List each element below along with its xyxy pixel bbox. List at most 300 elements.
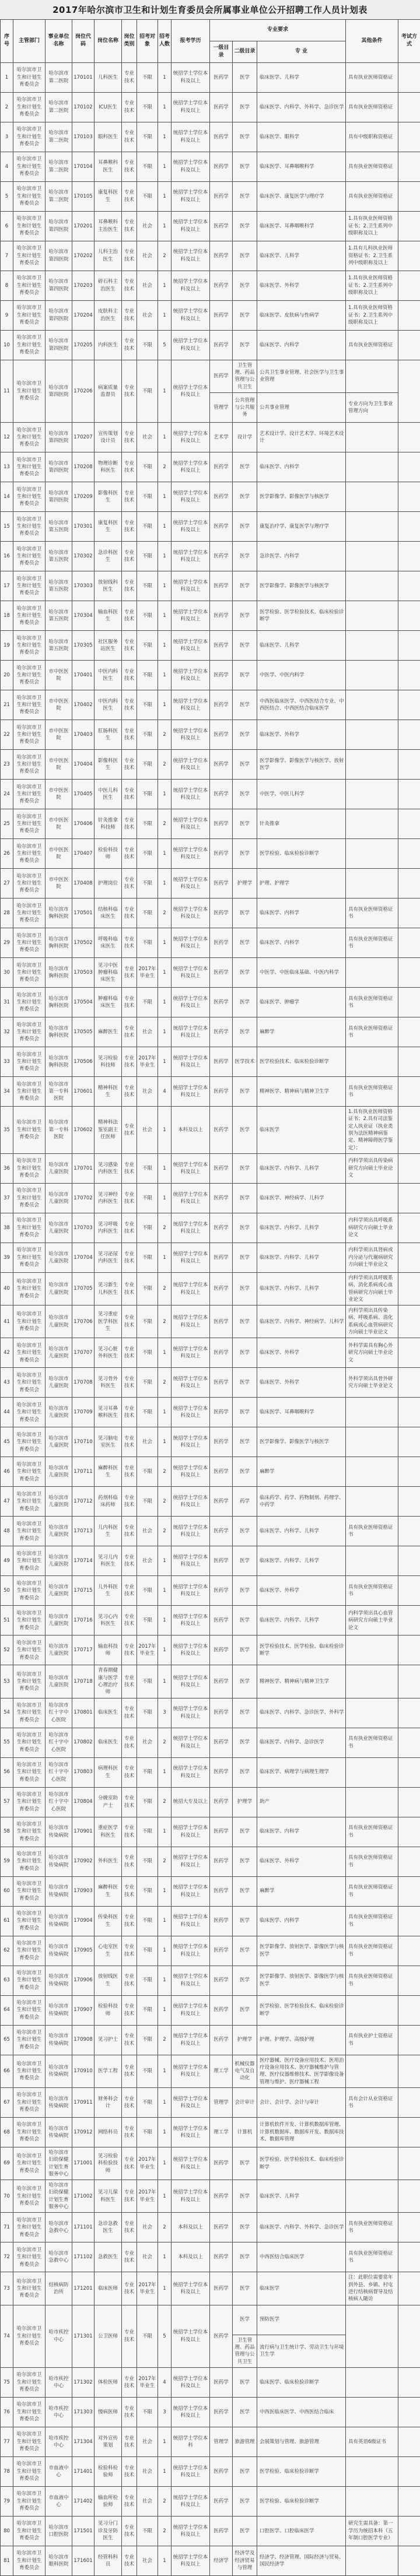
cell-target: 社会 [137, 2213, 158, 2242]
cell-l1: 医药学 [210, 2213, 233, 2242]
cell-l2: 医学 [233, 2242, 257, 2272]
cell-exam [398, 1728, 420, 1757]
cell-target: 不限 [137, 809, 158, 839]
table-row [1, 661, 420, 690]
cell-edu: 统招学士学位本科及以上 [172, 1243, 210, 1272]
cell-unit: 哈尔滨市传染病院 [46, 1966, 72, 1995]
cell-major: 临床医学、儿科学 [257, 62, 346, 92]
cell-other [346, 2180, 398, 2213]
cell-edu: 统招学士学位本科及以上 [172, 2486, 210, 2516]
cell-post: 中医内科医生 [94, 690, 122, 720]
cell-other: 具有执业医师资格证书 [346, 1728, 398, 1757]
cell-major: 中医学、中医内科学 [257, 661, 346, 690]
cell-major: 护理、护理学、高级护理 [257, 2025, 346, 2055]
cell-edu: 统招学士学位本科及以上 [172, 2305, 210, 2367]
cell-count: 1 [158, 1995, 172, 2025]
cell-l1: 医药学 [210, 1546, 233, 1576]
cell-target: 不限 [137, 899, 158, 928]
cell-dept: 哈尔滨市卫生和计划生育委员会 [13, 631, 46, 661]
cell-unit: 哈市疾控中心 [46, 2427, 72, 2456]
table-row [1, 958, 420, 988]
cell-no: 62 [1, 1936, 13, 1966]
cell-edu: 统招学士学位本科及以上 [172, 423, 210, 452]
cell-l1: 医药学 [210, 809, 233, 839]
cell-exam [398, 423, 420, 452]
cell-no: 65 [1, 2025, 13, 2055]
cell-no: 25 [1, 809, 13, 839]
cell-edu: 统招学士学位本科及以上 [172, 122, 210, 152]
cell-unit: 哈市疾控中心 [46, 2397, 72, 2427]
cell-code: 170910 [72, 2055, 94, 2087]
cell-category: 专业技术 [122, 1107, 137, 1154]
table-row [1, 571, 420, 601]
cell-unit: 市中医医院 [46, 750, 72, 780]
cell-target: 不限 [137, 542, 158, 571]
cell-edu: 统招学士学位本科及以上 [172, 928, 210, 958]
cell-l1: 医药学 [210, 1153, 233, 1183]
cell-category: 专业技术 [122, 152, 137, 181]
cell-l1: 医药学 [210, 1517, 233, 1546]
cell-other: 具有会计从业资格证书 [346, 2087, 398, 2117]
cell-category: 专业技术 [122, 1017, 137, 1047]
cell-unit: 哈尔滨市红十字中心医院 [46, 1757, 72, 1787]
cell-category: 专业技术 [122, 690, 137, 720]
cell-unit: 哈尔滨市儿童医院 [46, 1665, 72, 1698]
cell-count: 1 [158, 62, 172, 92]
cell-exam [398, 1906, 420, 1936]
cell-other: 专业方向为卫生事业管理方向 [346, 393, 398, 423]
cell-other [346, 1457, 398, 1487]
cell-other: 具有执业医师资格证 [346, 330, 398, 360]
cell-edu: 统招学士学位本科及以上 [172, 181, 210, 211]
cell-edu: 统招学士学位本科及以上 [172, 1757, 210, 1787]
cell-category: 专业技术 [122, 1517, 137, 1546]
cell-category: 专业技术 [122, 2516, 137, 2546]
cell-unit: 市中医医院 [46, 809, 72, 839]
cell-l2: 医学 [233, 601, 257, 631]
cell-l2: 医学 [233, 1546, 257, 1576]
table-row [1, 2213, 420, 2242]
cell-other: 具有执业医师资格证书 [346, 899, 398, 928]
cell-unit: 哈尔滨市胸科医院 [46, 958, 72, 988]
cell-unit: 哈尔滨市红十字中心医院 [46, 1728, 72, 1757]
cell-major: 临床医学 [257, 1107, 346, 1154]
cell-edu: 统招学士学位本科及以上 [172, 780, 210, 809]
cell-category: 专业技术 [122, 92, 137, 122]
cell-unit: 哈尔滨市口腔医院 [46, 2516, 72, 2546]
cell-major: 临床医学、皮肤病与性病学 [257, 300, 346, 330]
cell-other [346, 2367, 398, 2397]
table-row [1, 1546, 420, 1576]
cell-unit: 市中医医院 [46, 869, 72, 899]
cell-target: 社会 [137, 2427, 158, 2456]
cell-edu: 统招学士学位本科及以上 [172, 1457, 210, 1487]
cell-count: 1 [158, 1546, 172, 1576]
cell-other: 1.具有执业医师资格证书；2.卫生系列中级职称及以上 [346, 300, 398, 330]
cell-other [346, 360, 398, 392]
cell-category: 专业技术 [122, 661, 137, 690]
cell-major: 医学检验技术、临床检验诊断学 [257, 1047, 346, 1077]
cell-target: 社会 [137, 1517, 158, 1546]
cell-code: 170907 [72, 1995, 94, 2025]
cell-count: 1 [158, 2087, 172, 2117]
cell-post: 见习骨外科医生 [94, 1368, 122, 1398]
cell-l2: 医学 [233, 1576, 257, 1606]
cell-major: 临床医学、外科学 [257, 1338, 346, 1368]
cell-category: 专业技术 [122, 2546, 137, 2575]
cell-no: 35 [1, 1107, 13, 1154]
cell-target: 不限 [137, 1606, 158, 1636]
cell-l1: 医药学 [210, 92, 233, 122]
cell-exam [398, 958, 420, 988]
cell-no: 31 [1, 988, 13, 1017]
cell-edu: 统招学士学位本科及以上 [172, 2180, 210, 2213]
cell-target: 不限 [137, 1787, 158, 1817]
cell-major: 临床药学、药学、药物制剂、药理学、中药学 [257, 1487, 346, 1517]
cell-edu: 统招学士学位本科及以上 [172, 92, 210, 122]
cell-post: 护理岗位 [94, 869, 122, 899]
cell-target: 不限 [137, 1457, 158, 1487]
cell-no: 73 [1, 2272, 13, 2305]
cell-dept: 哈尔滨市卫生和计划生育委员会 [13, 1665, 46, 1698]
cell-no: 79 [1, 2486, 13, 2516]
cell-unit: 哈尔滨市传染病院 [46, 2055, 72, 2087]
cell-other [346, 1398, 398, 1427]
cell-exam [398, 92, 420, 122]
cell-major: 麻醉学 [257, 1017, 346, 1047]
cell-target: 不限 [137, 152, 158, 181]
cell-major: 医学检验、医学检验技术、临床检验诊断学 [257, 601, 346, 631]
table-row [1, 720, 420, 750]
cell-dept: 哈尔滨市卫生和计划生育委员会 [13, 2272, 46, 2305]
cell-l1: 医药学 [210, 1017, 233, 1047]
cell-major: 针灸推拿 [257, 809, 346, 839]
cell-other: 具有执业医师资格证 [346, 92, 398, 122]
cell-l2: 会计审计 [233, 2087, 257, 2117]
cell-major: 医疗器械、医疗设备应用技术、医用治疗设备应用技术、医疗器械维护与管理、医疗仪器维修技术、医学影像设备管理与维护、医疗器械工程 [257, 2055, 346, 2087]
cell-category: 专业技术 [122, 1698, 137, 1728]
cell-exam [398, 809, 420, 839]
cell-l2: 护理学 [233, 869, 257, 899]
cell-dept: 哈尔滨市卫生和计划生育委员会 [13, 1576, 46, 1606]
cell-no: 61 [1, 1906, 13, 1936]
cell-major: 临床医学、耳鼻咽喉科学 [257, 1398, 346, 1427]
cell-edu: 统招学士学位本科及以上 [172, 899, 210, 928]
cell-l2: 医学 [233, 482, 257, 512]
cell-other [346, 1183, 398, 1213]
cell-exam [398, 2117, 420, 2147]
cell-l1: 医药学 [210, 1698, 233, 1728]
cell-count: 3 [158, 2397, 172, 2427]
cell-other: 具有英语6级证书 [346, 2427, 398, 2456]
cell-category: 专业技术 [122, 2305, 137, 2367]
cell-l1: 医药学 [210, 1995, 233, 2025]
cell-dept: 哈尔滨市卫生和计划生育委员会 [13, 2427, 46, 2456]
cell-target: 社会 [137, 2456, 158, 2486]
cell-l1: 医药学 [210, 512, 233, 542]
cell-unit: 哈尔滨市第五医院 [46, 512, 72, 542]
cell-count: 1 [158, 300, 172, 330]
table-row [1, 631, 420, 661]
cell-post: 社区服务站医生 [94, 631, 122, 661]
table-row [1, 181, 420, 211]
cell-dept: 哈尔滨市卫生和计划生育委员会 [13, 2213, 46, 2242]
cell-post: 传染科医生 [94, 1906, 122, 1936]
cell-l2: 卫生管理、药品管理与公共卫生 [233, 360, 257, 392]
cell-edu: 统招学士学位本科及以上 [172, 2397, 210, 2427]
cell-target: 不限 [137, 1966, 158, 1995]
cell-no: 36 [1, 1153, 13, 1183]
cell-no: 41 [1, 1305, 13, 1338]
cell-category: 专业技术 [122, 1213, 137, 1243]
cell-edu: 统招学士学位本科及以上 [172, 1876, 210, 1906]
table-row [1, 2242, 420, 2272]
cell-dept: 哈尔滨市卫生和计划生育委员会 [13, 1636, 46, 1665]
cell-unit: 哈尔滨市第五医院 [46, 542, 72, 571]
table-row [1, 1183, 420, 1213]
cell-post: 碎石科主治医生 [94, 271, 122, 300]
cell-l1: 医药学 [210, 1728, 233, 1757]
cell-l2: 医学 [233, 1876, 257, 1906]
cell-major: 临床医学、外科学 [257, 720, 346, 750]
cell-no: 20 [1, 661, 13, 690]
cell-l2: 医学 [233, 211, 257, 241]
cell-l1: 医药学 [210, 271, 233, 300]
table-row [1, 1398, 420, 1427]
cell-unit: 哈尔滨市儿童医院 [46, 1636, 72, 1665]
cell-l1: 管理学 [210, 393, 233, 423]
cell-no: 55 [1, 1728, 13, 1757]
cell-major: 临床医学、内科学 [257, 1817, 346, 1847]
cell-count: 1 [158, 542, 172, 571]
cell-exam [398, 2147, 420, 2180]
cell-no: 9 [1, 300, 13, 330]
cell-count: 2 [158, 1272, 172, 1305]
cell-target: 不限 [137, 601, 158, 631]
cell-target: 不限 [137, 750, 158, 780]
cell-no: 78 [1, 2456, 13, 2486]
table-row [1, 512, 420, 542]
table-row [1, 2055, 420, 2087]
cell-code: 170505 [72, 1017, 94, 1047]
cell-no: 68 [1, 2117, 13, 2147]
cell-code: 170501 [72, 899, 94, 928]
cell-major: 中医学、中医临床基础、中医内科学 [257, 958, 346, 988]
cell-no: 58 [1, 1817, 13, 1847]
cell-post: 见习脑电室医生 [94, 1427, 122, 1457]
cell-l1: 医药学 [210, 1787, 233, 1817]
cell-category: 专业技术 [122, 62, 137, 92]
cell-count: 1 [158, 601, 172, 631]
cell-no: 21 [1, 690, 13, 720]
cell-dept: 哈尔滨市卫生和计划生育委员会 [13, 211, 46, 241]
cell-edu: 统招学士学位本科及以上 [172, 2025, 210, 2055]
cell-unit: 哈尔滨市第四医院 [46, 423, 72, 452]
cell-count: 1 [158, 1757, 172, 1787]
cell-exam [398, 181, 420, 211]
cell-no: 46 [1, 1457, 13, 1487]
cell-target: 社会 [137, 241, 158, 271]
cell-count: 1 [158, 2147, 172, 2180]
header-no: 序号 [1, 19, 13, 62]
cell-major: 临床医学、内科学、儿科学 [257, 1517, 346, 1546]
cell-other: 具有执业医师资格证书 [346, 2242, 398, 2272]
cell-category: 专业技术 [122, 1272, 137, 1305]
table-row [1, 1757, 420, 1787]
cell-major: 会展策划与管理、旅游管理 [257, 2427, 346, 2456]
cell-code: 170718 [72, 1665, 94, 1698]
cell-post: 见习心脏外科医生 [94, 1338, 122, 1368]
cell-other: 内科学须出具传染病、呼吸系病、消化系病或心血管病研究方向硕士毕业论文 [346, 1305, 398, 1338]
cell-post: 麻醉科医生 [94, 1876, 122, 1906]
cell-category: 专业技术 [122, 1817, 137, 1847]
cell-target: 不限 [137, 1398, 158, 1427]
cell-l2: 医学 [233, 1757, 257, 1787]
cell-category: 专业技术 [122, 1077, 137, 1107]
cell-code: 170716 [72, 1606, 94, 1636]
cell-l2: 医学 [233, 1995, 257, 2025]
cell-major: 医学检验、医学检验技术、临床检验诊断学 [257, 2147, 346, 2180]
cell-count: 2 [158, 899, 172, 928]
cell-code: 170717 [72, 1636, 94, 1665]
cell-category: 专业技术 [122, 869, 137, 899]
cell-edu: 统招学士学位本科及以上 [172, 1213, 210, 1243]
cell-other [346, 869, 398, 899]
table-row [1, 1966, 420, 1995]
cell-post: 放射线医生 [94, 1966, 122, 1995]
cell-post: 重症医学科医生 [94, 1817, 122, 1847]
cell-dept: 哈尔滨市卫生和计划生育委员会 [13, 2305, 46, 2367]
cell-edu: 统招学士学位本科及以上 [172, 1936, 210, 1966]
cell-unit: 哈尔滨市儿童医院 [46, 1576, 72, 1606]
cell-other [346, 780, 398, 809]
cell-target: 2017年毕业生 [137, 2147, 158, 2180]
cell-count: 2 [158, 1728, 172, 1757]
cell-code: 170104 [72, 152, 94, 181]
cell-code: 170408 [72, 869, 94, 899]
cell-target: 不限 [137, 482, 158, 512]
cell-dept: 哈尔滨市卫生和计划生育委员会 [13, 2055, 46, 2087]
table-row [1, 241, 420, 271]
cell-category: 专业技术 [122, 899, 137, 928]
cell-exam [398, 2367, 420, 2397]
cell-category: 专业技术 [122, 1576, 137, 1606]
cell-unit: 哈尔滨市传染病院 [46, 2087, 72, 2117]
cell-other [346, 2117, 398, 2147]
cell-target: 不限 [137, 1698, 158, 1728]
cell-count: 2 [158, 1213, 172, 1243]
cell-dept: 哈尔滨市卫生和计划生育委员会 [13, 62, 46, 92]
cell-dept: 哈尔滨市卫生和计划生育委员会 [13, 958, 46, 988]
cell-target: 社会 [137, 1546, 158, 1576]
cell-l1: 医药学 [210, 2305, 233, 2367]
cell-l2: 医学 [233, 152, 257, 181]
cell-post: 输血所检验师 [94, 2486, 122, 2516]
cell-target: 社会 [137, 1728, 158, 1757]
cell-code: 170801 [72, 1698, 94, 1728]
cell-major: 临床医学、病理学与病理生理学 [257, 1757, 346, 1787]
cell-dept: 哈尔滨市卫生和计划生育委员会 [13, 988, 46, 1017]
cell-major: 临床医学、耳鼻咽喉科学 [257, 152, 346, 181]
cell-other [346, 452, 398, 482]
cell-l2: 医学 [233, 1906, 257, 1936]
cell-l2: 医学 [233, 2516, 257, 2546]
cell-no: 81 [1, 2546, 13, 2575]
cell-l1: 医药学 [210, 542, 233, 571]
cell-target: 不限 [137, 1243, 158, 1272]
cell-dept: 哈尔滨市卫生和计划生育委员会 [13, 1077, 46, 1107]
cell-major: 临床医学、内科学 [257, 899, 346, 928]
cell-post: 输血科技师 [94, 1636, 122, 1665]
cell-dept: 哈尔滨市卫生和计划生育委员会 [13, 2546, 46, 2575]
cell-edu: 统招学士学位本科及以上 [172, 542, 210, 571]
cell-code: 170908 [72, 2025, 94, 2055]
cell-unit: 哈尔滨市儿童医院 [46, 1183, 72, 1213]
cell-no: 2 [1, 92, 13, 122]
cell-target: 不限 [137, 1487, 158, 1517]
cell-major: 临床医学 [257, 2272, 346, 2305]
cell-code: 170209 [72, 482, 94, 512]
cell-exam [398, 152, 420, 181]
cell-count: 1 [158, 1398, 172, 1427]
cell-other [346, 1995, 398, 2025]
cell-category: 专业技术 [122, 2147, 137, 2180]
cell-target: 不限 [137, 1936, 158, 1966]
cell-target: 社会 [137, 2546, 158, 2575]
cell-edu: 统招学士学位本科及以上 [172, 2147, 210, 2180]
cell-target: 不限 [137, 360, 158, 422]
cell-no: 39 [1, 1243, 13, 1272]
cell-no: 33 [1, 1047, 13, 1077]
cell-edu: 统招学士学位本科及以上 [172, 1665, 210, 1698]
cell-dept: 哈尔滨市卫生和计划生育委员会 [13, 542, 46, 571]
cell-l2: 医学 [233, 62, 257, 92]
cell-category: 专业技术 [122, 360, 137, 422]
cell-post: 针灸推拿科技师 [94, 809, 122, 839]
table-row [1, 300, 420, 330]
cell-code: 170710 [72, 1427, 94, 1457]
table-row [1, 1305, 420, 1338]
cell-other: 内科学须出具呼吸系病、消化系病或心血管病研究方向硕士毕业论文 [346, 1272, 398, 1305]
table-row [1, 1906, 420, 1936]
cell-dept: 哈尔滨市卫生和计划生育委员会 [13, 122, 46, 152]
cell-l2: 公共管理与公共服务 [233, 393, 257, 423]
cell-edu: 统招学士学位本科及以上 [172, 452, 210, 482]
cell-code: 171101 [72, 2213, 94, 2242]
cell-category: 专业技术 [122, 2180, 137, 2213]
cell-dept: 哈尔滨市卫生和计划生育委员会 [13, 661, 46, 690]
cell-unit: 哈尔滨市红十字中心医院 [46, 1698, 72, 1728]
cell-category: 专业技术 [122, 1183, 137, 1213]
cell-category: 专业技术 [122, 809, 137, 839]
cell-dept: 哈尔滨市卫生和计划生育委员会 [13, 423, 46, 452]
cell-dept: 哈尔滨市卫生和计划生育委员会 [13, 152, 46, 181]
cell-exam [398, 2546, 420, 2575]
cell-edu: 统招学士学位本科及以上 [172, 1077, 210, 1107]
cell-post: 急诊急救医生 [94, 2213, 122, 2242]
cell-l2: 医学 [233, 2213, 257, 2242]
cell-unit: 哈尔滨市妇幼保健计划生育服务中心 [46, 2147, 72, 2180]
table-row [1, 2272, 420, 2305]
cell-category: 专业技术 [122, 423, 137, 452]
cell-post: 麻醉医生 [94, 1017, 122, 1047]
cell-dept: 哈尔滨市卫生和计划生育委员会 [13, 2367, 46, 2397]
table-row [1, 1153, 420, 1183]
cell-count: 2 [158, 750, 172, 780]
cell-other [346, 2147, 398, 2180]
cell-code: 170709 [72, 1398, 94, 1427]
cell-l1: 管理学 [210, 2087, 233, 2117]
